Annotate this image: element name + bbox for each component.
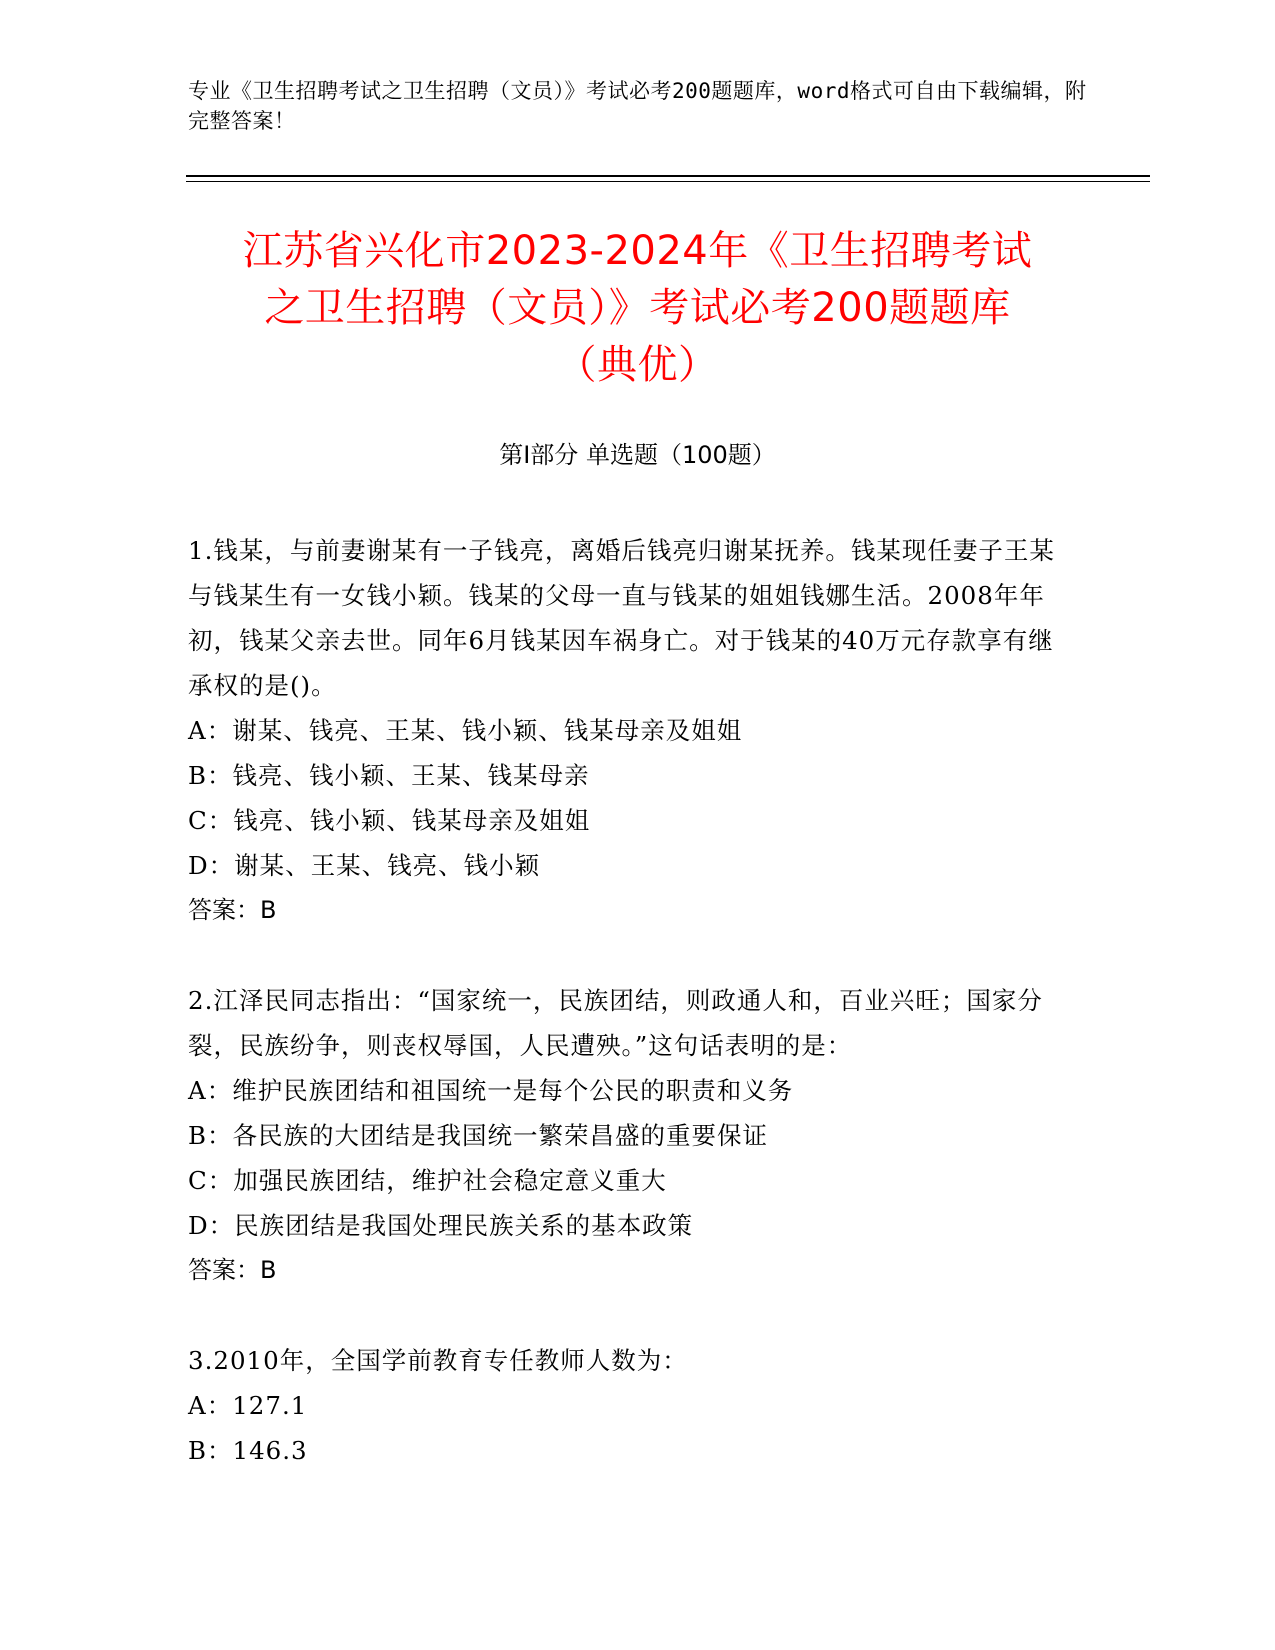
document-title — [170, 223, 1105, 394]
question-item — [188, 1338, 1068, 1473]
option-a: A：谢某、钱亮、王某、钱小颖、钱某母亲及姐姐 — [188, 716, 743, 745]
option-d: D：民族团结是我国处理民族关系的基本政策 — [188, 1211, 694, 1240]
option-d: D：谢某、王某、钱亮、钱小颖 — [188, 851, 541, 880]
answer-line: 答案：B — [188, 1256, 277, 1284]
header-divider-thick — [186, 175, 1150, 177]
header-note: 专业《卫生招聘考试之卫生招聘（文员）》考试必考200题题库，word格式可自由下载编辑，附完整答案！ — [188, 79, 1087, 133]
document-title-line: 江苏省兴化市2023-2024年《卫生招聘考试 — [242, 228, 1033, 274]
option-c: C：钱亮、钱小颖、钱某母亲及姐姐 — [188, 806, 591, 835]
document-title-line: 之卫生招聘（文员）》考试必考200题题库 — [264, 285, 1011, 331]
document-title-line: （典优） — [556, 342, 719, 388]
question-list — [188, 528, 1068, 1473]
question-stem: 3.2010年，全国学前教育专任教师人数为： — [188, 1346, 688, 1375]
question-stem: 2.江泽民同志指出：“国家统一，民族团结，则政通人和，百业兴旺；国家分裂，民族纷争，则丧权辱国，人民遭殃。”这句话表明的是： — [188, 986, 1043, 1060]
option-c: C：加强民族团结，维护社会稳定意义重大 — [188, 1166, 667, 1195]
header-divider-thin — [186, 181, 1150, 182]
option-b: B：各民族的大团结是我国统一繁荣昌盛的重要保证 — [188, 1121, 769, 1150]
question-item — [188, 528, 1068, 933]
option-b: B：钱亮、钱小颖、王某、钱某母亲 — [188, 761, 590, 790]
answer-line: 答案：B — [188, 896, 277, 924]
option-a: A：127.1 — [188, 1391, 308, 1420]
question-item — [188, 978, 1068, 1293]
section-title: 第I部分 单选题（100题） — [499, 441, 776, 469]
question-stem: 1.钱某，与前妻谢某有一子钱亮，离婚后钱亮归谢某抚养。钱某现任妻子王某与钱某生有一女钱小颖。钱某的父母一直与钱某的姐姐钱娜生活。2008年年初，钱某父亲去世。同年6月钱某因车祸身亡。对于钱某的40万元存款享有继承权的是()。 — [188, 536, 1055, 700]
option-b: B：146.3 — [188, 1436, 308, 1465]
option-a: A：维护民族团结和祖国统一是每个公民的职责和义务 — [188, 1076, 794, 1105]
